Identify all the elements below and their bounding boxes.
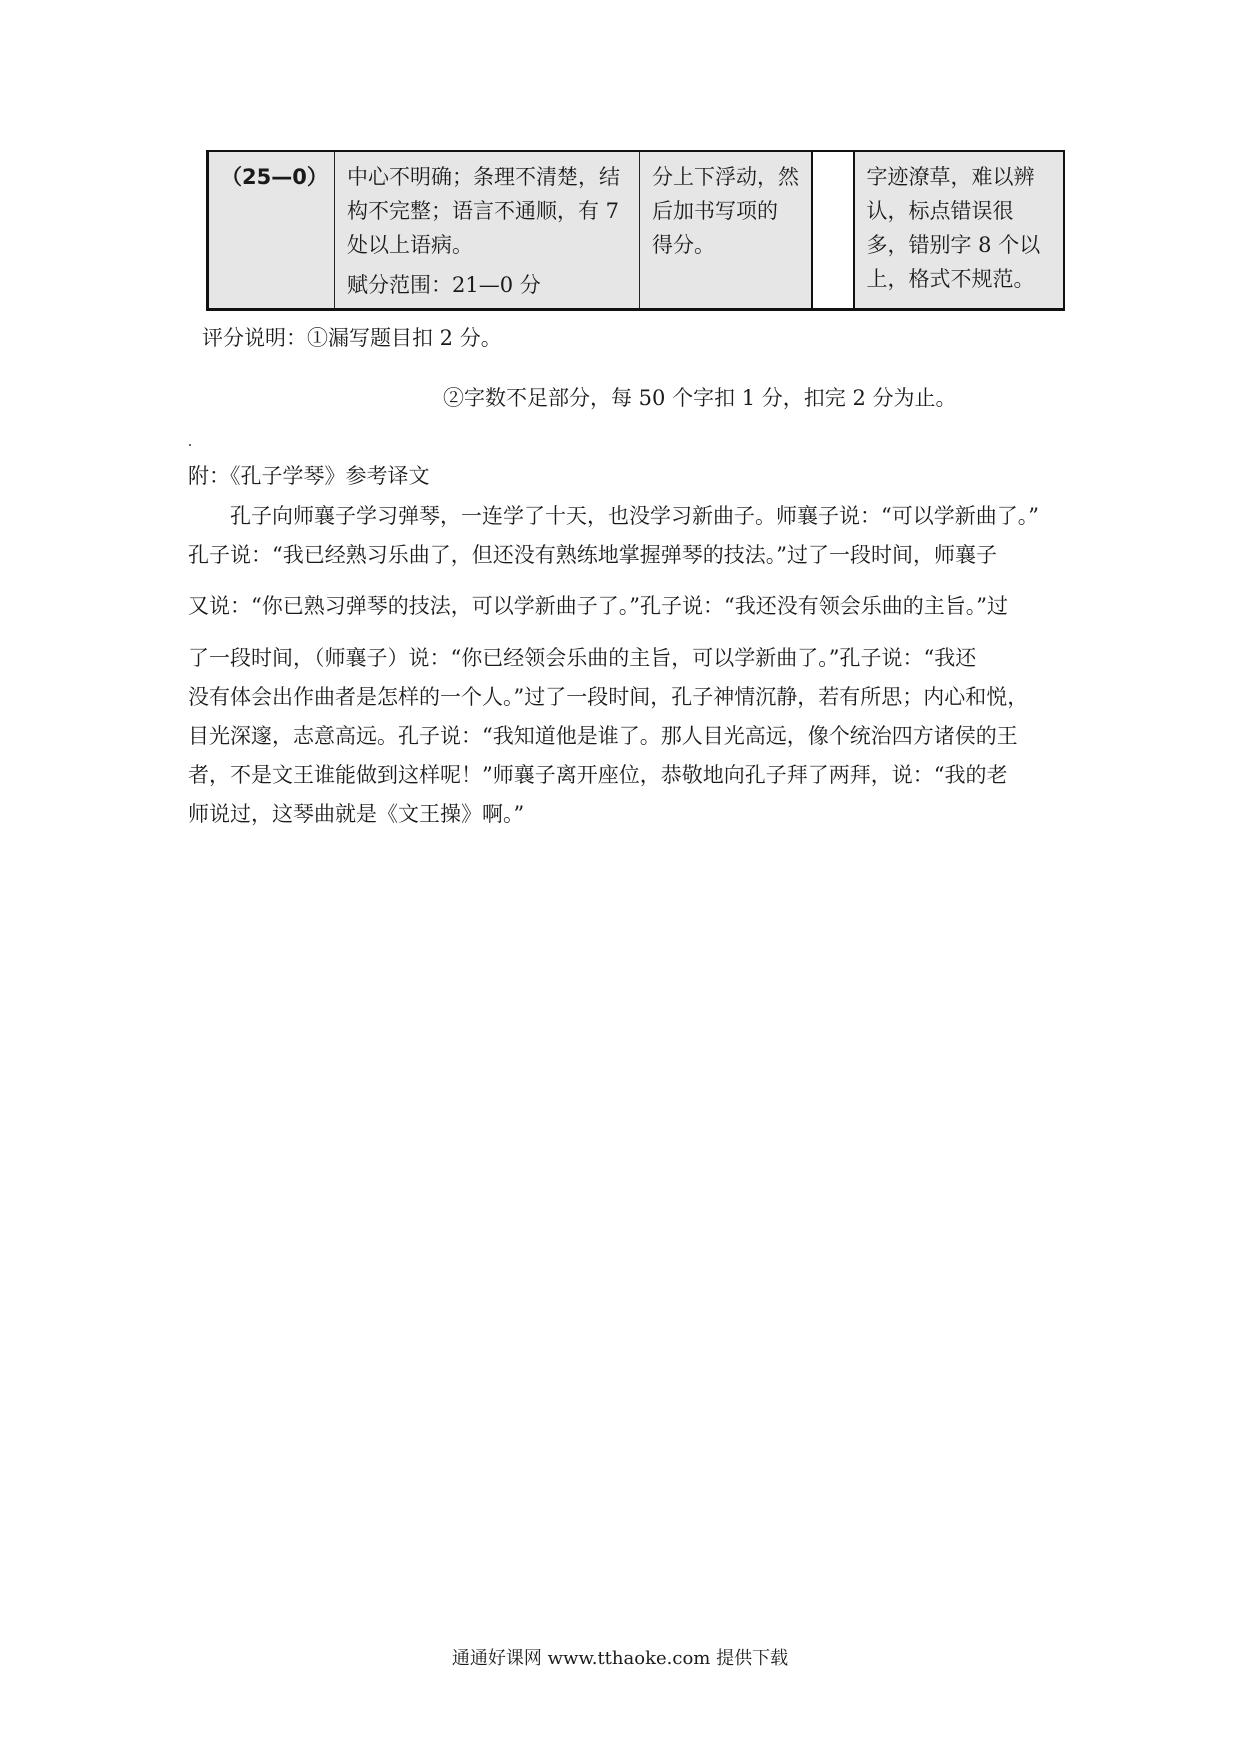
score-range: （25—0） [221, 165, 328, 189]
content-line: 构不完整；语言不通顺，有 7 [347, 199, 620, 223]
appendix-title: 附：《孔子学琴》参考译文 [188, 464, 430, 488]
translation-line: 又说：“你已熟习弹琴的技法，可以学新曲子了。”孔子说：“我还没有领会乐曲的主旨。”过 [188, 594, 1008, 618]
table-row [208, 151, 1064, 310]
translation-line: 没有体会出作曲者是怎样的一个人。”过了一段时间，孔子神情沉静，若有所思；内心和悦， [188, 685, 1029, 709]
content-score-range: 赋分范围：21—0 分 [347, 273, 541, 297]
translation-line: 了一段时间，（师襄子）说：“你已经领会乐曲的主旨，可以学新曲了。”孔子说：“我还 [188, 646, 977, 670]
translation-line: 目光深邃，志意高远。孔子说：“我知道他是谁了。那人目光高远，像个统治四方诸侯的王 [188, 724, 1018, 748]
translation-line: 孔子说：“我已经熟习乐曲了，但还没有熟练地掌握弹琴的技法。”过了一段时间，师襄子 [188, 543, 997, 567]
adjustment-cell [640, 151, 812, 310]
writing-line: 字迹潦草，难以辨 [866, 165, 1035, 189]
footer-source: 通通好课网 www.tthaoke.com 提供下载 [451, 1648, 789, 1669]
adjust-line: 后加书写项的 [652, 199, 778, 223]
translation-line: 者，不是文王谁能做到这样呢！”师襄子离开座位，恭敬地向孔子拜了两拜，说：“我的老 [188, 763, 1008, 787]
writing-line: 多，错别字 8 个以 [866, 233, 1041, 257]
writing-line: 上，格式不规范。 [866, 267, 1035, 291]
content-line: 中心不明确；条理不清楚，结 [347, 165, 620, 189]
writing-criteria-cell [854, 151, 1064, 310]
empty-cell [812, 151, 854, 310]
writing-line: 认，标点错误很 [866, 199, 1014, 223]
stray-dot [189, 444, 191, 446]
content-line: 处以上语病。 [347, 233, 473, 257]
content-criteria-cell [335, 151, 640, 310]
adjust-line: 得分。 [652, 233, 715, 257]
translation-line: 孔子向师襄子学习弹琴，一连学了十天，也没学习新曲子。师襄子说：“可以学新曲了。” [230, 504, 1039, 528]
translation-line: 师说过，这琴曲就是《文王操》啊。” [188, 802, 525, 826]
adjust-line: 分上下浮动，然 [652, 165, 799, 189]
scoring-note-2: ②字数不足部分，每 50 个字扣 1 分，扣完 2 分为止。 [443, 386, 957, 410]
scoring-table [206, 150, 1065, 311]
scoring-note-1: 评分说明：①漏写题目扣 2 分。 [202, 326, 502, 350]
score-range-cell [208, 151, 335, 310]
